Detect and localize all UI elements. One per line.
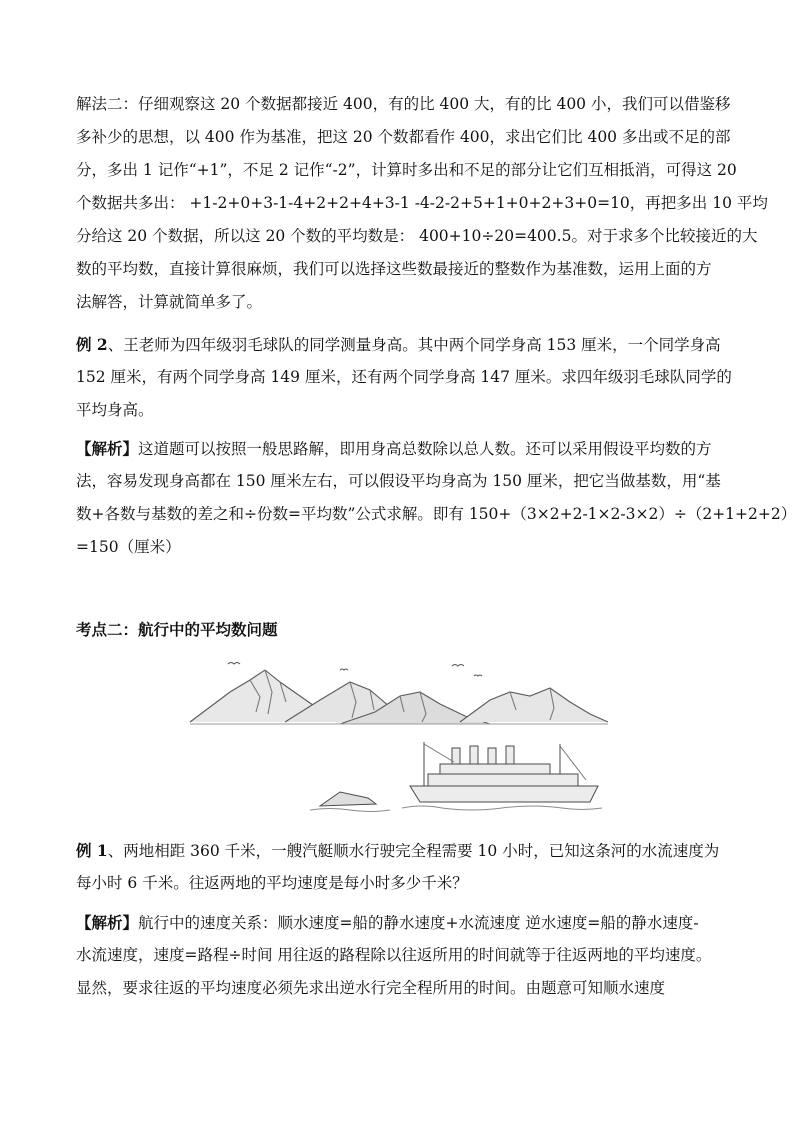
text-line: 平均身高。: [76, 401, 154, 419]
analysis-text: 这道题可以按照一般思路解，即用身高总数除以总人数。还可以采用假设平均数的方: [138, 440, 712, 458]
analysis-text: 航行中的速度关系：顺水速度=船的静水速度+水流速度 逆水速度=船的静水速度-: [138, 914, 699, 932]
small-boat-icon: [310, 792, 390, 812]
analysis-label: 【解析】: [76, 913, 139, 932]
text-line: 分，多出 1 记作“+1”，不足 2 记作“-2”，计算时多出和不足的部分让它们互相抵消，可得这 20: [76, 161, 737, 179]
text-line: [76, 432, 724, 465]
text-line: 分给这 20 个数据，所以这 20 个数的平均数是： 400+10÷20=400.5。对于求多个比较接近的大: [76, 227, 758, 245]
text-line: 个数据共多出： +1-2+0+3-1-4+2+2+4+3-1 -4-2-2+5+1+0+2+3+0=10，再把多出 10 平均: [76, 194, 768, 212]
text-line: 显然，要求往返的平均速度必须先求出逆水行完全程所用的时间。由题意可知顺水速度: [76, 979, 666, 997]
text-line: 法解答，计算就简单多了。: [76, 293, 263, 311]
text-line: 解法二：仔细观察这 20 个数据都接近 400，有的比 400 大，有的比 400 小，我们可以借鉴移: [76, 95, 731, 113]
text-line: 数+各数与基数的差之和÷份数=平均数”公式求解。即有 150+（3×2+2-1×2-3×2）÷（2+1+2+2）: [76, 505, 796, 523]
text-line: [76, 328, 724, 361]
example-2-paragraph: [76, 328, 732, 427]
example-text: 、两地相距 360 千米，一艘汽艇顺水行驶完全程需要 10 小时，已知这条河的水流速度为: [107, 842, 720, 860]
analysis-label: 【解析】: [76, 439, 139, 458]
analysis-2-paragraph: [76, 432, 796, 564]
text-line: [76, 906, 724, 939]
analysis-1-paragraph: [76, 906, 724, 1005]
text-line: 数的平均数，直接计算很麻烦，我们可以选择这些数最接近的整数作为基准数，运用上面的方: [76, 260, 712, 278]
text-line: 每小时 6 千米。往返两地的平均速度是每小时多少千米？: [76, 874, 468, 892]
text-line: 152 厘米，有两个同学身高 149 厘米，还有两个同学身高 147 厘米。求四年级羽毛球队同学的: [76, 368, 732, 386]
mountains-icon: [190, 670, 608, 724]
text-line: 法，容易发现身高都在 150 厘米左右，可以假设平均身高为 150 厘米，把它当做基数，用“基: [76, 472, 721, 490]
text-line: 水流速度，速度=路程÷时间 用往返的路程除以往返所用的时间就等于往返两地的平均速度。: [76, 946, 712, 964]
mountains-and-steamship-illustration: [190, 652, 610, 822]
example-text: 、王老师为四年级羽毛球队的同学测量身高。其中两个同学身高 153 厘米，一个同学身高: [107, 336, 721, 354]
example-label: 例 1: [76, 841, 108, 860]
text-line: [76, 834, 724, 867]
section-heading: 考点二：航行中的平均数问题: [76, 620, 278, 639]
example-label: 例 2: [76, 335, 108, 354]
text-line: =150（厘米）: [76, 538, 181, 556]
solution-method-two-paragraph: [76, 88, 768, 319]
text-line: 多补少的思想，以 400 作为基准，把这 20 个数都看作 400，求出它们比 400 多出或不足的部: [76, 128, 731, 146]
example-1-paragraph: [76, 834, 724, 900]
steamship-icon: [402, 742, 602, 810]
